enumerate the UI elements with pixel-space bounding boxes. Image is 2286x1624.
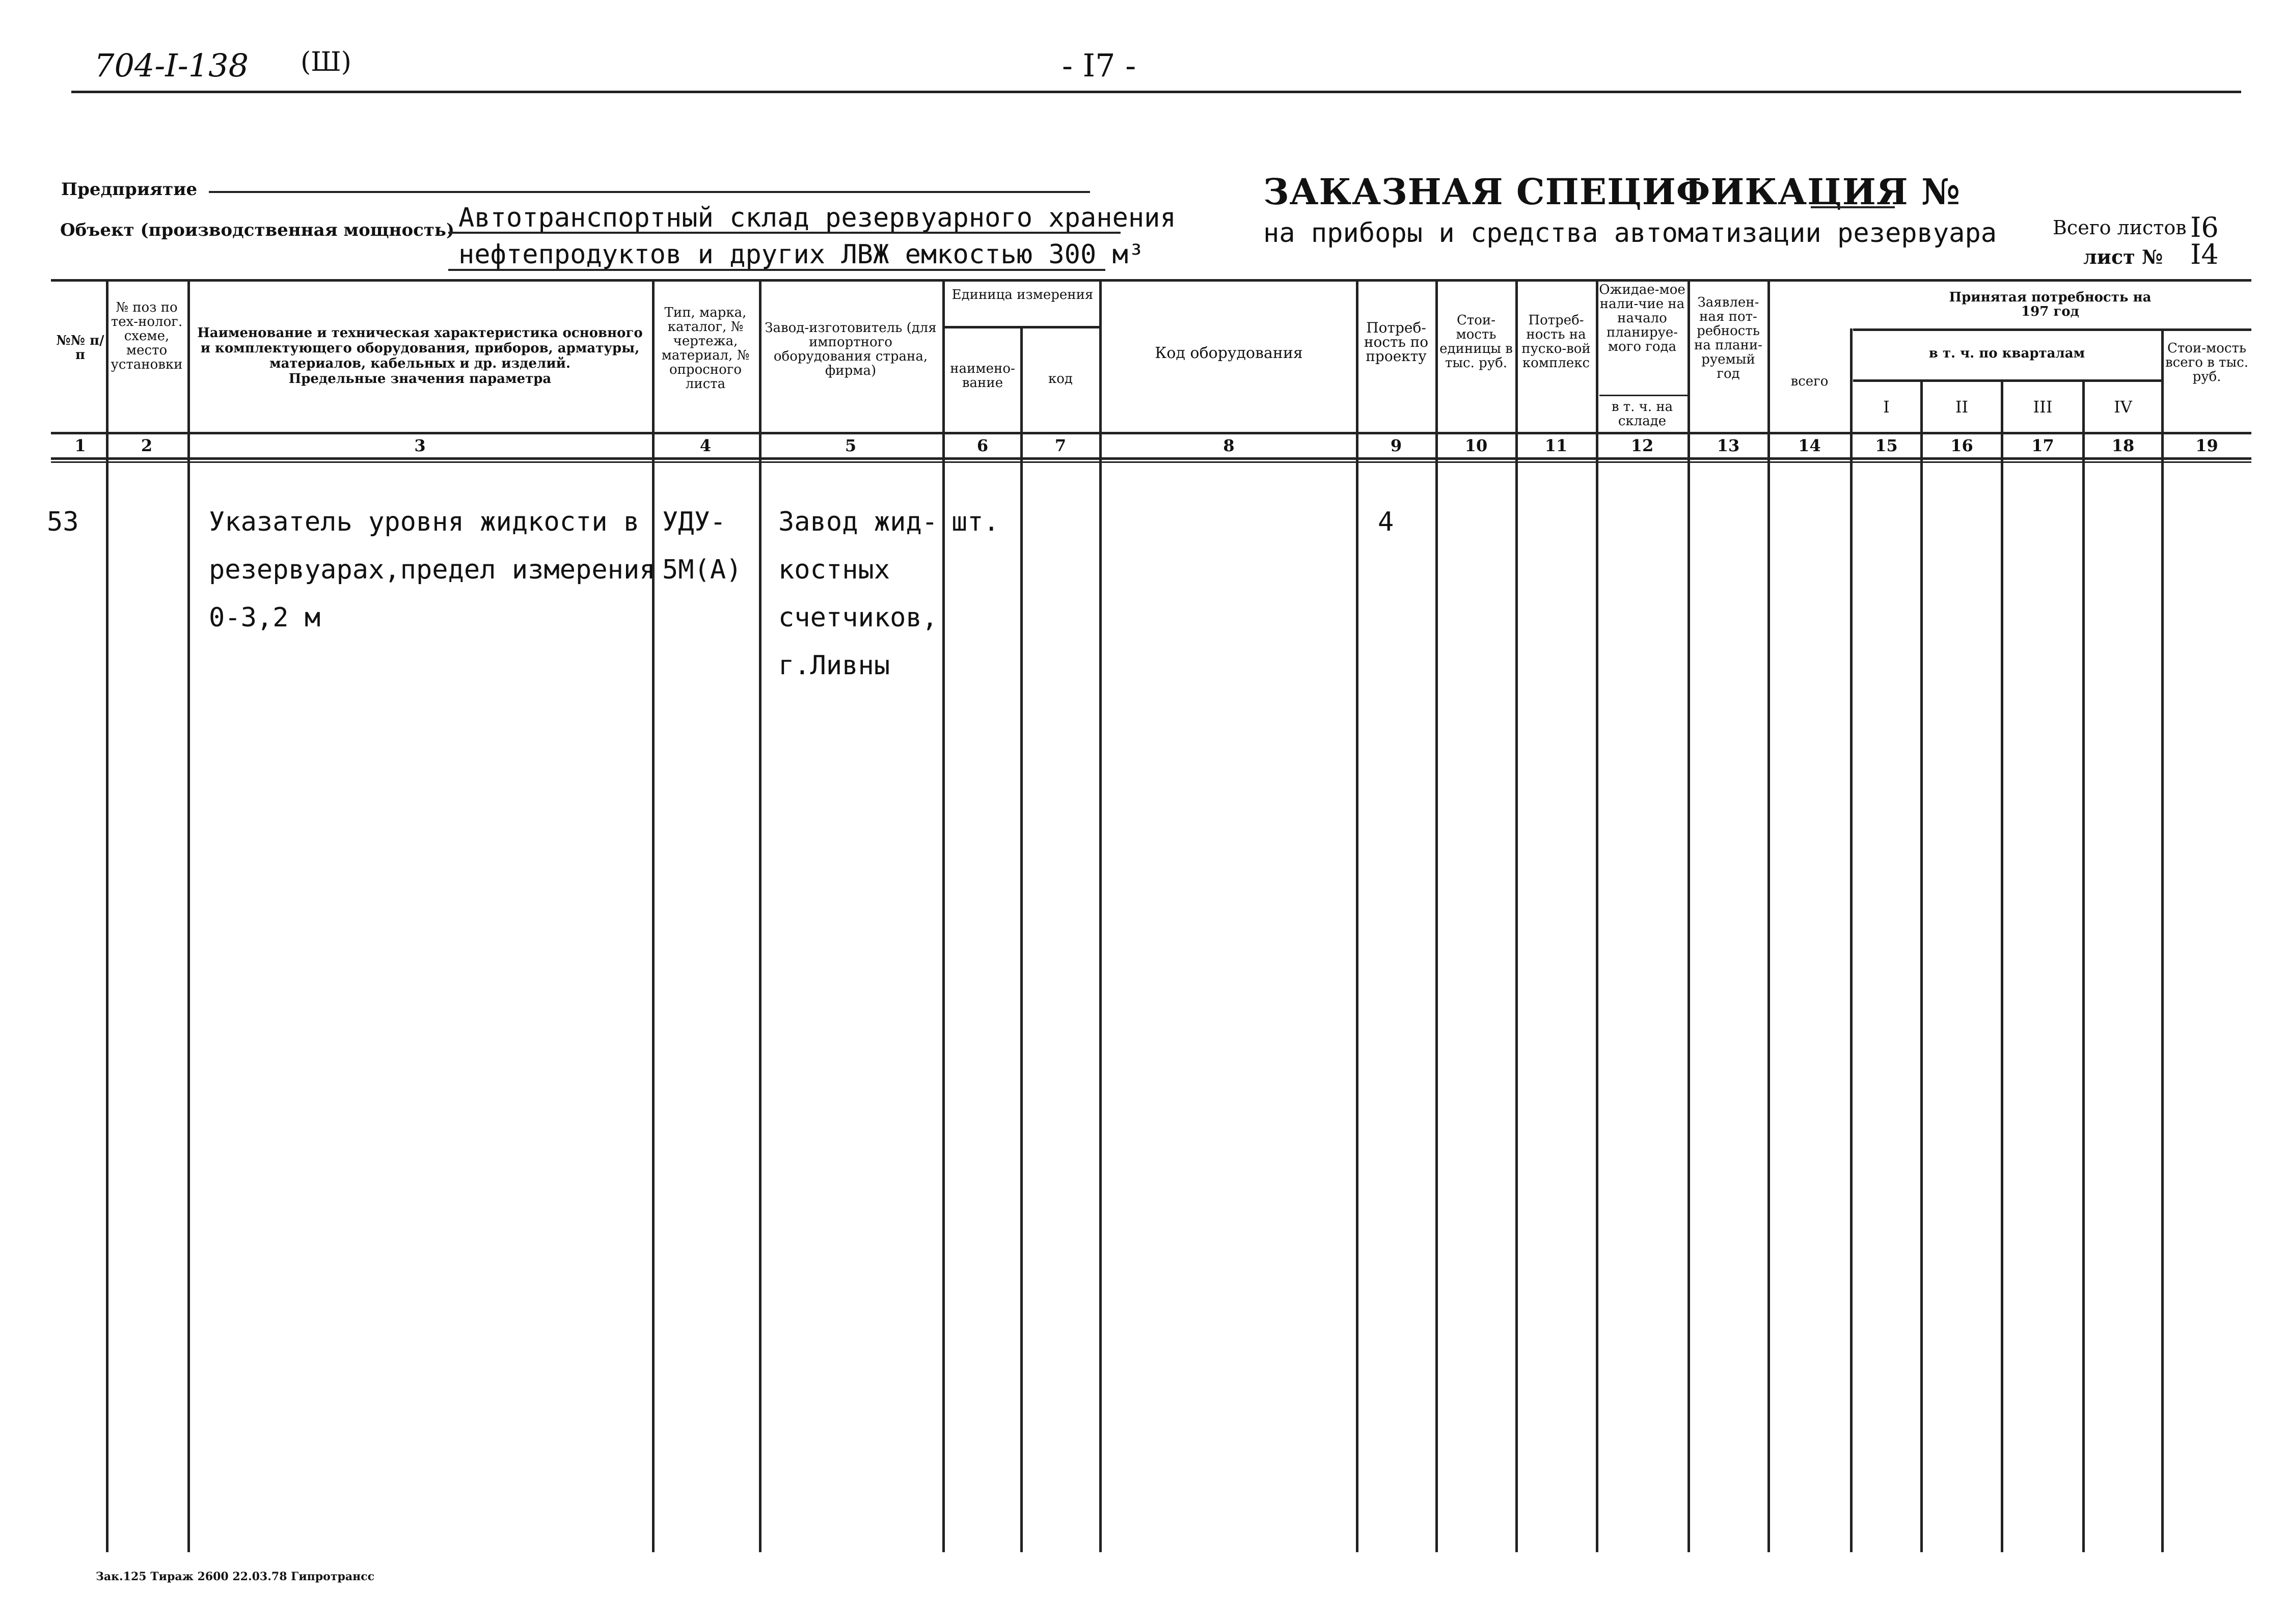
header-accepted-line-2: 197 год bbox=[2021, 304, 2079, 319]
column-number: 2 bbox=[141, 436, 153, 455]
header-accepted-line-1: Принятая потребность на bbox=[1949, 290, 2152, 305]
row-number: 53 bbox=[47, 507, 79, 537]
column-number: 10 bbox=[1464, 436, 1488, 455]
header-col-4: Тип, марка, каталог, № чертежа, материал, № опросного листа bbox=[661, 305, 750, 392]
column-number: 12 bbox=[1630, 436, 1654, 455]
header-col-9: Потреб-ность по проекту bbox=[1364, 319, 1429, 365]
column-number: 16 bbox=[1950, 436, 1973, 455]
accepted-group-divider bbox=[1853, 328, 2251, 331]
col-divider bbox=[106, 279, 108, 1552]
col-divider bbox=[759, 279, 761, 1552]
header-col-16: II bbox=[1955, 397, 1969, 417]
header-col-7: код bbox=[1048, 371, 1073, 387]
object-field-line-1 bbox=[448, 232, 1121, 234]
col-divider bbox=[2001, 379, 2003, 1552]
header-col-15: I bbox=[1883, 397, 1890, 417]
header-col-10: Стои-мость единицы в тыс. руб. bbox=[1439, 313, 1513, 371]
header-unit-group: Единица измерения bbox=[951, 287, 1094, 302]
item-maker-line: г.Ливны bbox=[778, 650, 890, 681]
col-divider bbox=[1688, 279, 1690, 1552]
header-col-12-bottom: в т. ч. на складе bbox=[1611, 399, 1673, 429]
item-maker-line: счетчиков, bbox=[778, 602, 938, 633]
header-quarter-group: в т. ч. по кварталам bbox=[1928, 346, 2085, 361]
object-text-line-1: Автотранспортный склад резервуарного хранения bbox=[458, 203, 1176, 233]
table-top-border bbox=[51, 279, 2251, 282]
col-divider bbox=[1435, 279, 1438, 1552]
col-divider bbox=[1850, 328, 1853, 1552]
sheet-number-value: I4 bbox=[2190, 238, 2219, 270]
column-number: 14 bbox=[1798, 436, 1821, 455]
top-divider bbox=[71, 91, 2241, 93]
quarter-group-divider bbox=[1853, 379, 2161, 382]
specification-title: ЗАКАЗНАЯ СПЕЦИФИКАЦИЯ № bbox=[1263, 171, 1961, 213]
column-number: 15 bbox=[1875, 436, 1898, 455]
specification-number-line bbox=[1811, 206, 1895, 208]
header-col-18: IV bbox=[2114, 397, 2132, 417]
enterprise-field-line bbox=[209, 191, 1090, 193]
column-number: 13 bbox=[1717, 436, 1740, 455]
item-name-line: 0-3,2 м bbox=[209, 602, 321, 633]
print-info: Зак.125 Тираж 2600 22.03.78 Гипротрансс bbox=[96, 1570, 374, 1583]
col-divider bbox=[2082, 379, 2085, 1552]
stock-divider bbox=[1599, 395, 1689, 396]
specification-subtitle: на приборы и средства автоматизации резервуара bbox=[1263, 218, 1997, 249]
item-unit: шт. bbox=[951, 507, 999, 537]
object-text-line-2: нефтепродуктов и других ЛВЖ емкостью 300 м³ bbox=[458, 239, 1145, 270]
total-sheets-value: I6 bbox=[2190, 211, 2219, 243]
header-col-12-top: Ожидае-мое нали-чие на начало планируе-мого года bbox=[1599, 282, 1685, 354]
column-number: 4 bbox=[699, 436, 712, 455]
col-divider bbox=[1099, 279, 1102, 1552]
column-number: 11 bbox=[1544, 436, 1568, 455]
column-number: 8 bbox=[1223, 436, 1235, 455]
total-sheets-label: Всего листов bbox=[2053, 216, 2187, 239]
col-divider bbox=[1767, 279, 1770, 1552]
header-col-17: III bbox=[2033, 397, 2053, 417]
document-code: 704-I-138 bbox=[94, 47, 249, 84]
header-col-3-line-1: Наименование и техническая характеристика основного bbox=[197, 325, 643, 341]
column-number: 3 bbox=[414, 436, 426, 455]
header-col-3-line-4: Предельные значения параметра bbox=[288, 371, 552, 387]
col-divider bbox=[1020, 326, 1023, 1552]
column-number: 18 bbox=[2111, 436, 2135, 455]
object-label: Объект (производственная мощность) bbox=[60, 220, 455, 240]
item-maker-line: Завод жид- bbox=[778, 507, 938, 537]
column-number: 19 bbox=[2195, 436, 2218, 455]
object-field-line-2 bbox=[448, 269, 1105, 271]
item-name-line: Указатель уровня жидкости в bbox=[209, 507, 640, 537]
col-divider bbox=[1356, 279, 1358, 1552]
header-col-6: наимено-вание bbox=[950, 361, 1015, 391]
item-type-line: УДУ- bbox=[662, 507, 726, 537]
col-divider bbox=[2161, 328, 2164, 1552]
col-divider bbox=[652, 279, 655, 1552]
header-col-3-line-3: материалов, кабельных и др. изделий. bbox=[269, 356, 571, 371]
header-col-3-line-2: и комплектующего оборудования, приборов, арматуры, bbox=[200, 341, 640, 356]
column-number: 7 bbox=[1054, 436, 1067, 455]
item-name-line: резервуарах,предел измерения bbox=[209, 555, 656, 585]
header-col-8: Код оборудования bbox=[1155, 344, 1303, 362]
column-number: 17 bbox=[2031, 436, 2054, 455]
column-number: 6 bbox=[976, 436, 989, 455]
enterprise-label: Предприятие bbox=[61, 179, 198, 200]
col-divider bbox=[1596, 279, 1598, 1552]
item-type-line: 5М(А) bbox=[662, 555, 742, 585]
col-divider bbox=[1920, 379, 1923, 1552]
header-col-5: Завод-изготовитель (для импортного оборудования страна, фирма) bbox=[765, 320, 937, 378]
header-col-19: Стои-мость всего в тыс. руб. bbox=[2165, 341, 2248, 384]
item-maker-line: костных bbox=[778, 555, 890, 585]
sheet-number-label: лист № bbox=[2083, 245, 2163, 268]
col-divider bbox=[187, 279, 190, 1552]
column-number: 5 bbox=[845, 436, 857, 455]
header-col-11: Потреб-ность на пуско-вой комплекс bbox=[1521, 313, 1591, 371]
column-number: 9 bbox=[1390, 436, 1402, 455]
header-col-14: всего bbox=[1790, 374, 1829, 389]
column-number: 1 bbox=[74, 436, 86, 455]
header-col-2: № поз по тех-нолог. схеме, место установки bbox=[111, 300, 183, 372]
item-quantity: 4 bbox=[1378, 507, 1394, 537]
header-col-13: Заявлен-ная пот-ребность на плани-руемый год bbox=[1694, 295, 1762, 381]
col-divider bbox=[942, 279, 945, 1552]
col-divider bbox=[1515, 279, 1518, 1552]
document-mark: (Ш) bbox=[301, 47, 351, 77]
header-col-1: №№ п/п bbox=[56, 333, 104, 363]
page-number: - I7 - bbox=[1062, 47, 1136, 84]
